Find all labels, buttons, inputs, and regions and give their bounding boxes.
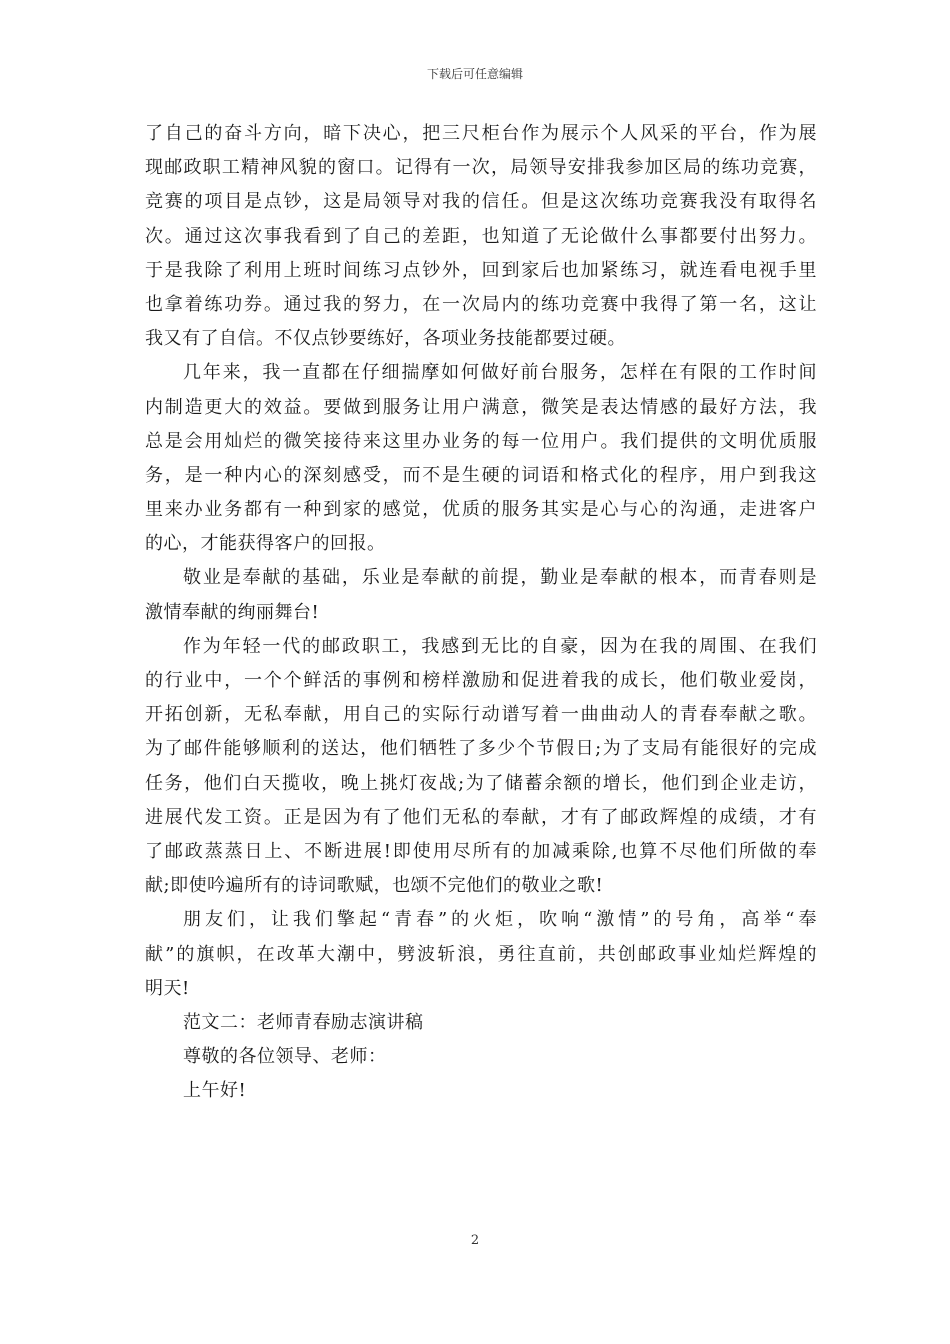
text-line: 任务，他们白天揽收，晚上挑灯夜战;为了储蓄余额的增长，他们到企业走访， bbox=[145, 772, 817, 794]
page-number: 2 bbox=[470, 1233, 480, 1248]
text-line: 几年来，我一直都在仔细揣摩如何做好前台服务，怎样在有限的工作时间 bbox=[183, 362, 817, 384]
text-line: 尊敬的各位领导、老师： bbox=[183, 1046, 387, 1068]
text-line: 开拓创新，无私奉献，用自己的实际行动谱写着一曲曲动人的青春奉献之歌。 bbox=[145, 704, 817, 726]
text-line: 了邮政蒸蒸日上、不断进展!即使用尽所有的加减乘除,也算不尽他们所做的奉 bbox=[145, 840, 817, 862]
text-line: 我又有了自信。不仅点钞要练好，各项业务技能都要过硬。 bbox=[145, 328, 626, 350]
text-line: 次。通过这次事我看到了自己的差距，也知道了无论做什么事都要付出努力。 bbox=[145, 225, 817, 247]
page-header: 下载后可任意编辑 bbox=[426, 67, 523, 81]
text-line: 朋友们，让我们擎起“青春”的火炬，吹响“激情”的号角，高举“奉 bbox=[183, 909, 817, 931]
text-line: 内制造更大的效益。要做到服务让用户满意，微笑是表达情感的最好方法，我 bbox=[145, 396, 817, 418]
text-line: 作为年轻一代的邮政职工，我感到无比的自豪，因为在我的周围、在我们 bbox=[183, 635, 817, 657]
text-line: 上午好! bbox=[183, 1080, 247, 1102]
text-line: 范文二：老师青春励志演讲稿 bbox=[183, 1011, 424, 1033]
text-line: 敬业是奉献的基础，乐业是奉献的前提，勤业是奉献的根本，而青春则是 bbox=[183, 567, 817, 589]
text-line: 激情奉献的绚丽舞台! bbox=[145, 601, 320, 623]
text-line: 为了邮件能够顺利的送达，他们牺牲了多少个节假日;为了支局有能很好的完成 bbox=[145, 738, 817, 760]
text-line: 献;即使吟遍所有的诗词歌赋，也颂不完他们的敬业之歌! bbox=[145, 875, 604, 897]
text-line: 里来办业务都有一种到家的感觉，优质的服务其实是心与心的沟通，走进客户 bbox=[145, 499, 817, 521]
text-line: 的心，才能获得客户的回报。 bbox=[145, 533, 386, 555]
text-line: 于是我除了利用上班时间练习点钞外，回到家后也加紧练习，就连看电视手里 bbox=[145, 259, 817, 281]
text-line: 总是会用灿烂的微笑接待来这里办业务的每一位用户。我们提供的文明优质服 bbox=[145, 430, 817, 452]
text-line: 务，是一种内心的深刻感受，而不是生硬的词语和格式化的程序，用户到我这 bbox=[145, 464, 817, 486]
text-line: 进展代发工资。正是因为有了他们无私的奉献，才有了邮政辉煌的成绩，才有 bbox=[145, 806, 817, 828]
text-line: 献”的旗帜，在改革大潮中，劈波斩浪，勇往直前，共创邮政事业灿烂辉煌的 bbox=[145, 943, 817, 965]
document-body bbox=[145, 117, 817, 1108]
text-line: 也拿着练功券。通过我的努力，在一次局内的练功竞赛中我得了第一名，这让 bbox=[145, 293, 817, 315]
text-line: 现邮政职工精神风貌的窗口。记得有一次，局领导安排我参加区局的练功竞赛， bbox=[145, 157, 817, 179]
text-line: 了自己的奋斗方向，暗下决心，把三尺柜台作为展示个人风采的平台，作为展 bbox=[145, 123, 817, 144]
text-line: 的行业中，一个个鲜活的事例和榜样激励和促进着我的成长，他们敬业爱岗， bbox=[145, 670, 817, 691]
text-line: 明天! bbox=[145, 977, 190, 999]
text-line: 竞赛的项目是点钞，这是局领导对我的信任。但是这次练功竞赛我没有取得名 bbox=[145, 191, 817, 213]
